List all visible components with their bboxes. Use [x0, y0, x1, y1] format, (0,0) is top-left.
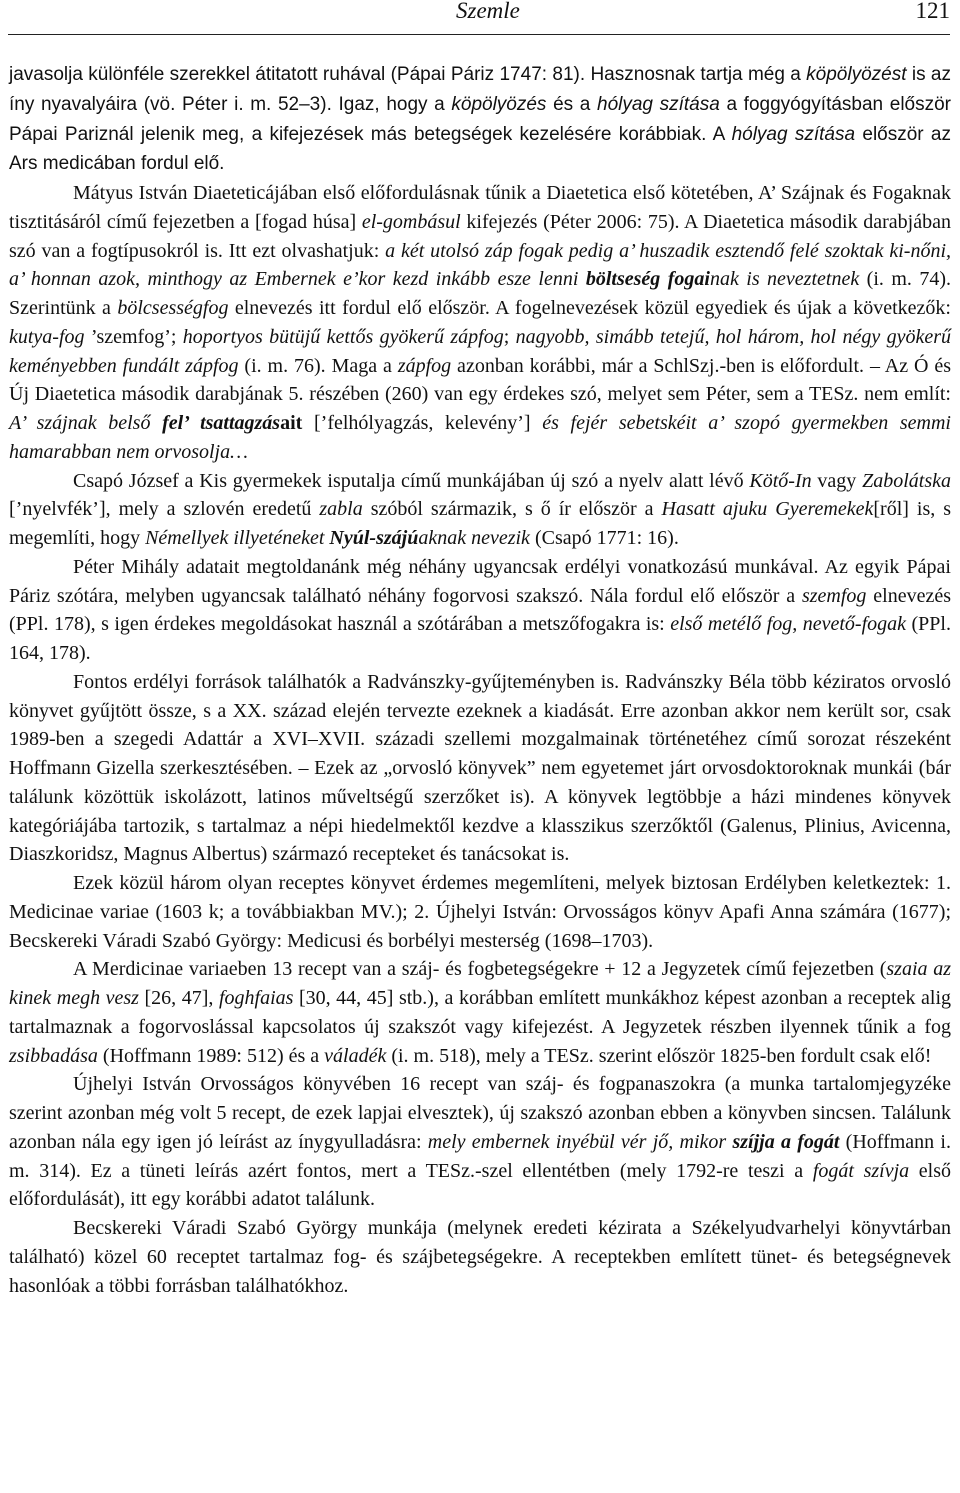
text-run: nagyobb, simább tetejű, hol három, hol négy gyökerű keményebben fundált zápfog: [9, 325, 951, 377]
text-run: (i. m. 74). Szerintünk a: [9, 268, 952, 319]
text-run: foghfaias: [218, 987, 294, 1009]
paragraph: [9, 955, 951, 1070]
paragraph: [9, 467, 951, 553]
text-run: a két utolsó záp fogak pedig a’ huszadik esztendő felé szoktak ki-nőni, a’ honnan azok, minthogy az Embernek e’kor kezd inkább esze lenni: [9, 239, 952, 291]
text-run: váladék: [324, 1044, 387, 1067]
text-run: és a: [546, 93, 597, 115]
text-run: Hasatt ajuku Gyeremekek: [661, 498, 874, 521]
text-run: elnevezés (PPl. 178), s igen érdekes megoldásokat használ a szótárában a metszőfogakra is:: [9, 584, 951, 636]
text-run: Csapó József a Kis gyermekek isputalja című munkájában új szó a nyelv alatt lévő: [73, 469, 750, 492]
text-run: [’nyelvfék’], mely a szlovén eredetű: [9, 498, 320, 521]
text-run: köpölyözés: [451, 93, 547, 115]
text-run: ait: [280, 412, 303, 434]
text-run: ;: [503, 325, 516, 348]
text-run: zsibbadása: [9, 1044, 98, 1067]
text-run: [ről] is, s megemlíti, hogy: [9, 498, 952, 549]
text-run: Fontos erdélyi források találhatók a Radvánszky-gyűjteményben is. Radvánszky Béla több kéziratos orvosló könyvet gyűjtött össze, s a XX. század elején tervezte ezeknek a kiadását. Erre azonban akkor nem került sor, csak 1989-ben a szegedi Adattár a XVI–XVII. századi szellemi mozgalmainak történetéhez című sorozat részeként Hoffmann Gizella szerkesztésében. – Ezek az „orvosló könyvek” nem egyetemet járt orvosdoktoroknak munkái (bár találunk közöttük iskolázott, latinos műveltségű szerzőket is). A könyvek legtöbbje a házi mindenes könyvek kategóriájába tartozik, s tartalmaz a népi hiedelmektől kezdve a klasszikus szerzőktől (Galenus, Plinius, Avicenna, Diaszkoridsz, Magnus Albertus) származó recepteket és tanácsokat is.: [9, 670, 951, 866]
paragraph: [9, 60, 951, 179]
text-run: [’felhólyagzás, kelevény’]: [302, 412, 543, 434]
text-run: hólyag szítása: [597, 93, 720, 115]
text-run: szóból származik, s ő ír először a: [362, 498, 662, 521]
text-run: hoportyos bütüjű kettős gyökerű zápfog: [182, 325, 504, 348]
text-run: Péter Mihály adatait megtoldanánk még néhány ugyancsak erdélyi vonatkozású munkával. Az egyik Pápai Páriz szótára, melyben ugyancsak található néhány fogorvosi szakszó. Nála fordul elő először a: [9, 555, 951, 607]
text-run: először az Ars medicában fordul elő.: [9, 123, 951, 175]
text-run: első előfordulását), itt egy korábbi adatot találunk.: [9, 1159, 952, 1211]
text-run: azonban korábbi, már a SchlSzj.-ben is előfordult. – Az Ó és Új Diaetetica második darabjának 5. részében (260) van egy érdekes szó, melyet sem Péter, sem a TESz. nem említ:: [9, 354, 951, 406]
text-run: hólyag szítása: [731, 123, 856, 145]
text-run: Nyúl-szájú: [329, 527, 419, 549]
text-run: (Csapó 1771: 16).: [529, 527, 679, 549]
text-run: kutya-fog: [9, 325, 85, 348]
text-run: aknak nevezik: [418, 527, 530, 549]
text-run: zabla: [319, 498, 363, 521]
text-run: [30, 44, 45] stb.), a korábban említett munkákhoz képest azonban a receptek alig tartalmaznak a fogorvoslással kapcsolatos új szakszót vagy kifejezést. A Jegyzetek részben ilyennek tűnik a fog: [9, 987, 951, 1038]
text-run: Mátyus István Diaeteticájában első előfordulásnak tűnik a Diaetetica első kötetében, A’ Szájnak és Fogaknak tisztitásáról című fejezetben a [fogad húsa]: [9, 182, 951, 233]
paragraph: [9, 668, 951, 869]
text-run: szaia az kinek megh vesz: [9, 958, 951, 1009]
text-run: fel’ tsattagzás: [162, 412, 281, 434]
text-run: nak is neveztetnek: [709, 268, 860, 291]
text-run: [26, 47],: [138, 987, 219, 1009]
text-run: (Hoffmann 1989: 512) és a: [97, 1044, 325, 1067]
text-run: első metélő fog, nevető-fogak: [670, 613, 907, 636]
text-run: Újhelyi István Orvosságos könyvében 16 recept van száj- és fogpanaszokra (a munka tartalomjegyzéke szerint azonban még volt 5 recept, de ezek lapjai elvesztek), új szakszó azonban ebben a könyvben sincsen. Találunk azonban nála egy igen jó leírást az ínygyulladásra:: [9, 1073, 951, 1153]
text-run: és fejér sebetskéit a’ szopó gyermekben semmi hamarabban nem orvosolja…: [9, 412, 951, 463]
text-run: Ezek közül három olyan receptes könyvet érdemes megemlíteni, melyek biztosan Erdélyben keletkeztek: 1. Medicinae variae (1603 k; a továbbiakban MV.); 2. Újhelyi István: Orvosságos könyv Apafi Anna számára (1677); Becskereki Váradi Szabó György: Medicusi és borbélyi mesterség (1698–1703).: [9, 872, 951, 952]
text-run: kifejezés (Péter 2006: 75). A Diaetetica második darabjában szó van a fogtípusokról is. Itt ezt olvashatjuk:: [9, 210, 951, 262]
text-run: vagy: [811, 469, 863, 492]
text-run: mely embernek inyébül vér jő, mikor: [427, 1130, 733, 1153]
paragraph: [9, 553, 951, 668]
text-run: Becskereki Váradi Szabó György munkája (melynek eredeti kézirata a Székelyudvarhelyi könyvtárban található) közel 60 receptet tartalmaz fog- és szájbetegségekre. A receptekben említett tünet- és betegségnevek hasonlóak a többi forrásban találhatókhoz.: [9, 1217, 951, 1297]
text-run: böltseség fogai: [585, 268, 710, 291]
paragraph: [9, 869, 951, 955]
text-run: (i. m. 518), mely a TESz. szerint először 1825-ben fordult csak elő!: [386, 1044, 932, 1067]
running-head-title: Szemle: [456, 0, 520, 23]
text-run: a foggyógyításban először Pápai Pariznál jelenik meg, a kifejezések más betegségek kezelésére korábbiak. A: [9, 93, 951, 145]
text-run: A’ szájnak belső: [9, 412, 163, 434]
running-header: [8, 0, 950, 35]
text-run: köpölyözést: [806, 64, 907, 85]
text-run: Kötő-In: [749, 469, 812, 492]
paragraph: [9, 1070, 951, 1214]
text-run: szemfog: [801, 584, 867, 607]
paragraph: [9, 179, 951, 467]
text-run: bölcsességfog: [117, 297, 229, 319]
text-run: Némellyek illyeténeket: [145, 527, 330, 549]
text-run: elnevezés itt fordul elő először. A fogelnevezések közül egyediek és újak a következők:: [228, 297, 951, 319]
text-run: javasolja különféle szerekkel átitatott ruhával (Pápai Páriz 1747: 81). Hasznosnak tartja még a: [9, 64, 807, 85]
paragraph: [9, 1214, 951, 1300]
text-run: (i. m. 76). Maga a: [238, 354, 398, 377]
text-run: (PPl. 164, 178).: [9, 613, 951, 664]
text-run: Zabolátska: [862, 469, 951, 492]
text-run: (Hoffmann i. m. 314). Ez a tüneti leírás azért fontos, mert a TESz.-szel ellentétben (mely 1792-re teszi a: [9, 1130, 951, 1182]
text-run: is az íny nyavalyáira (vö. Péter i. m. 52–3). Igaz, hogy a: [9, 64, 951, 115]
text-run: fogát szívja: [812, 1159, 910, 1182]
text-run: zápfog: [397, 354, 452, 377]
text-run: A Merdicinae variaeben 13 recept van a száj- és fogbetegségekre + 12 a Jegyzetek című fejezetben (: [73, 958, 887, 981]
text-run: el-gombásul: [361, 210, 461, 233]
text-run: szíjja a fogát: [732, 1130, 840, 1153]
text-run: ’szemfog’;: [84, 325, 183, 348]
page-number: 121: [915, 0, 950, 23]
article-body: [9, 60, 951, 1300]
